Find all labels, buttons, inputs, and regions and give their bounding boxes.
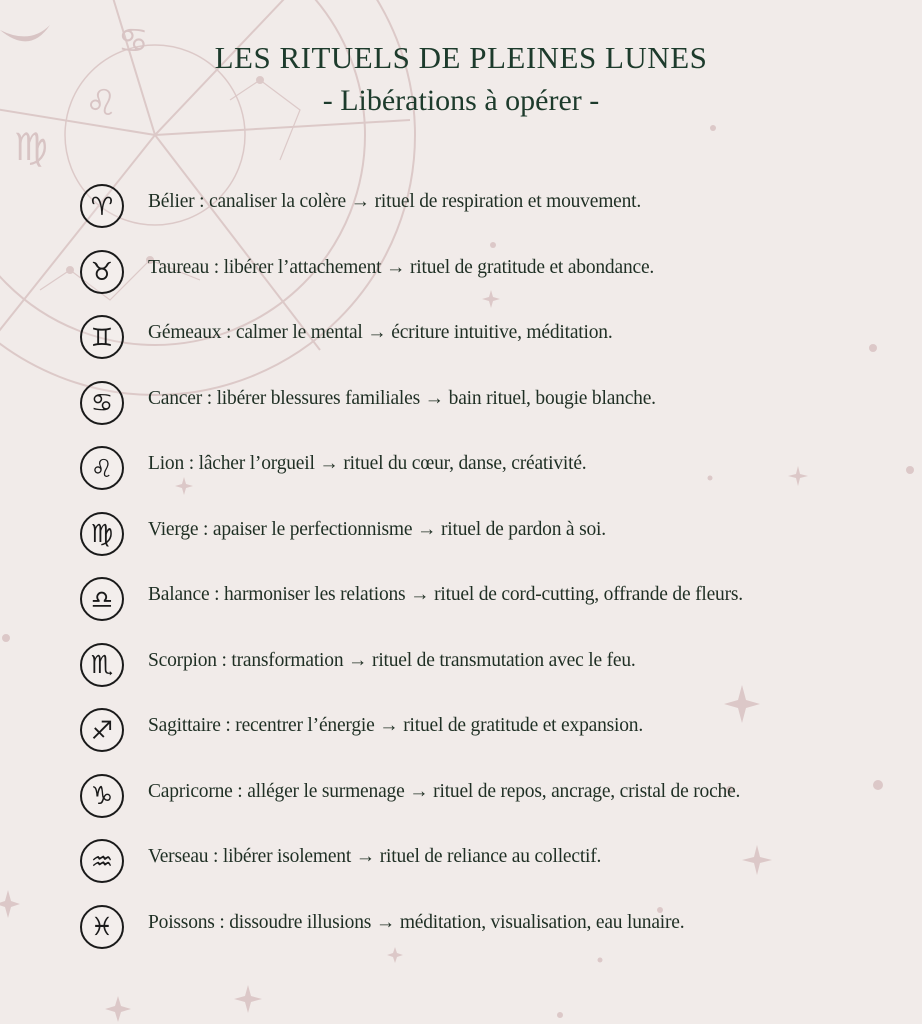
- ritual-text: Lion : lâcher l’orgueil → rituel du cœur, danse, créativité.: [148, 453, 587, 474]
- crescent-moon-icon: [0, 25, 50, 41]
- list-item: [80, 381, 900, 429]
- list-item: [80, 446, 900, 494]
- cancer-icon: ♋: [80, 381, 124, 425]
- list-item: [80, 512, 900, 560]
- taurus-icon: ♉: [80, 250, 124, 294]
- libra-icon: ♎: [80, 577, 124, 621]
- list-item: [80, 577, 900, 625]
- list-item: [80, 315, 900, 363]
- ritual-text: Gémeaux : calmer le mental → écriture intuitive, méditation.: [148, 322, 613, 343]
- ritual-text: Taureau : libérer l’attachement → rituel de gratitude et abondance.: [148, 256, 655, 278]
- aries-icon: ♈: [80, 184, 124, 228]
- ritual-text: Bélier : canaliser la colère → rituel de respiration et mouvement.: [148, 191, 642, 212]
- zodiac-wheel-glyph-virgo: ♍: [14, 125, 49, 169]
- zodiac-wheel-glyph-leo: ♌: [85, 83, 118, 124]
- list-item: [80, 250, 900, 298]
- ritual-text: Poissons : dissoudre illusions → méditation, visualisation, eau lunaire.: [148, 911, 685, 933]
- ritual-text: Vierge : apaiser le perfectionnisme → rituel de pardon à soi.: [148, 518, 606, 540]
- list-item: [80, 184, 900, 232]
- list-item: [80, 839, 900, 887]
- capricorn-icon: ♑: [80, 774, 124, 818]
- list-item: [80, 905, 900, 953]
- list-item: [80, 643, 900, 691]
- sagittarius-icon: ♐: [80, 708, 124, 752]
- page-title: LES RITUELS DE PLEINES LUNES: [214, 40, 708, 75]
- aquarius-icon: ♒: [80, 839, 124, 883]
- ritual-text: Balance : harmoniser les relations → rituel de cord-cutting, offrande de fleurs.: [148, 584, 743, 605]
- scorpio-icon: ♏: [80, 643, 124, 687]
- ritual-text: Sagittaire : recentrer l’énergie → rituel de gratitude et expansion.: [148, 715, 643, 736]
- list-item: [80, 708, 900, 756]
- zodiac-wheel-glyph-cancer: ♋: [118, 21, 149, 61]
- page-subtitle: - Libérations à opérer -: [322, 84, 600, 117]
- ritual-text: Cancer : libérer blessures familiales → bain rituel, bougie blanche.: [148, 387, 656, 409]
- leo-icon: ♌: [80, 446, 124, 490]
- ritual-text: Capricorne : alléger le surmenage → rituel de repos, ancrage, cristal de roche.: [148, 780, 741, 802]
- pisces-icon: ♓: [80, 905, 124, 949]
- list-item: [80, 774, 900, 822]
- ritual-text: Scorpion : transformation → rituel de transmutation avec le feu.: [148, 649, 636, 671]
- gemini-icon: ♊: [80, 315, 124, 359]
- virgo-icon: ♍: [80, 512, 124, 556]
- ritual-text: Verseau : libérer isolement → rituel de reliance au collectif.: [148, 846, 602, 867]
